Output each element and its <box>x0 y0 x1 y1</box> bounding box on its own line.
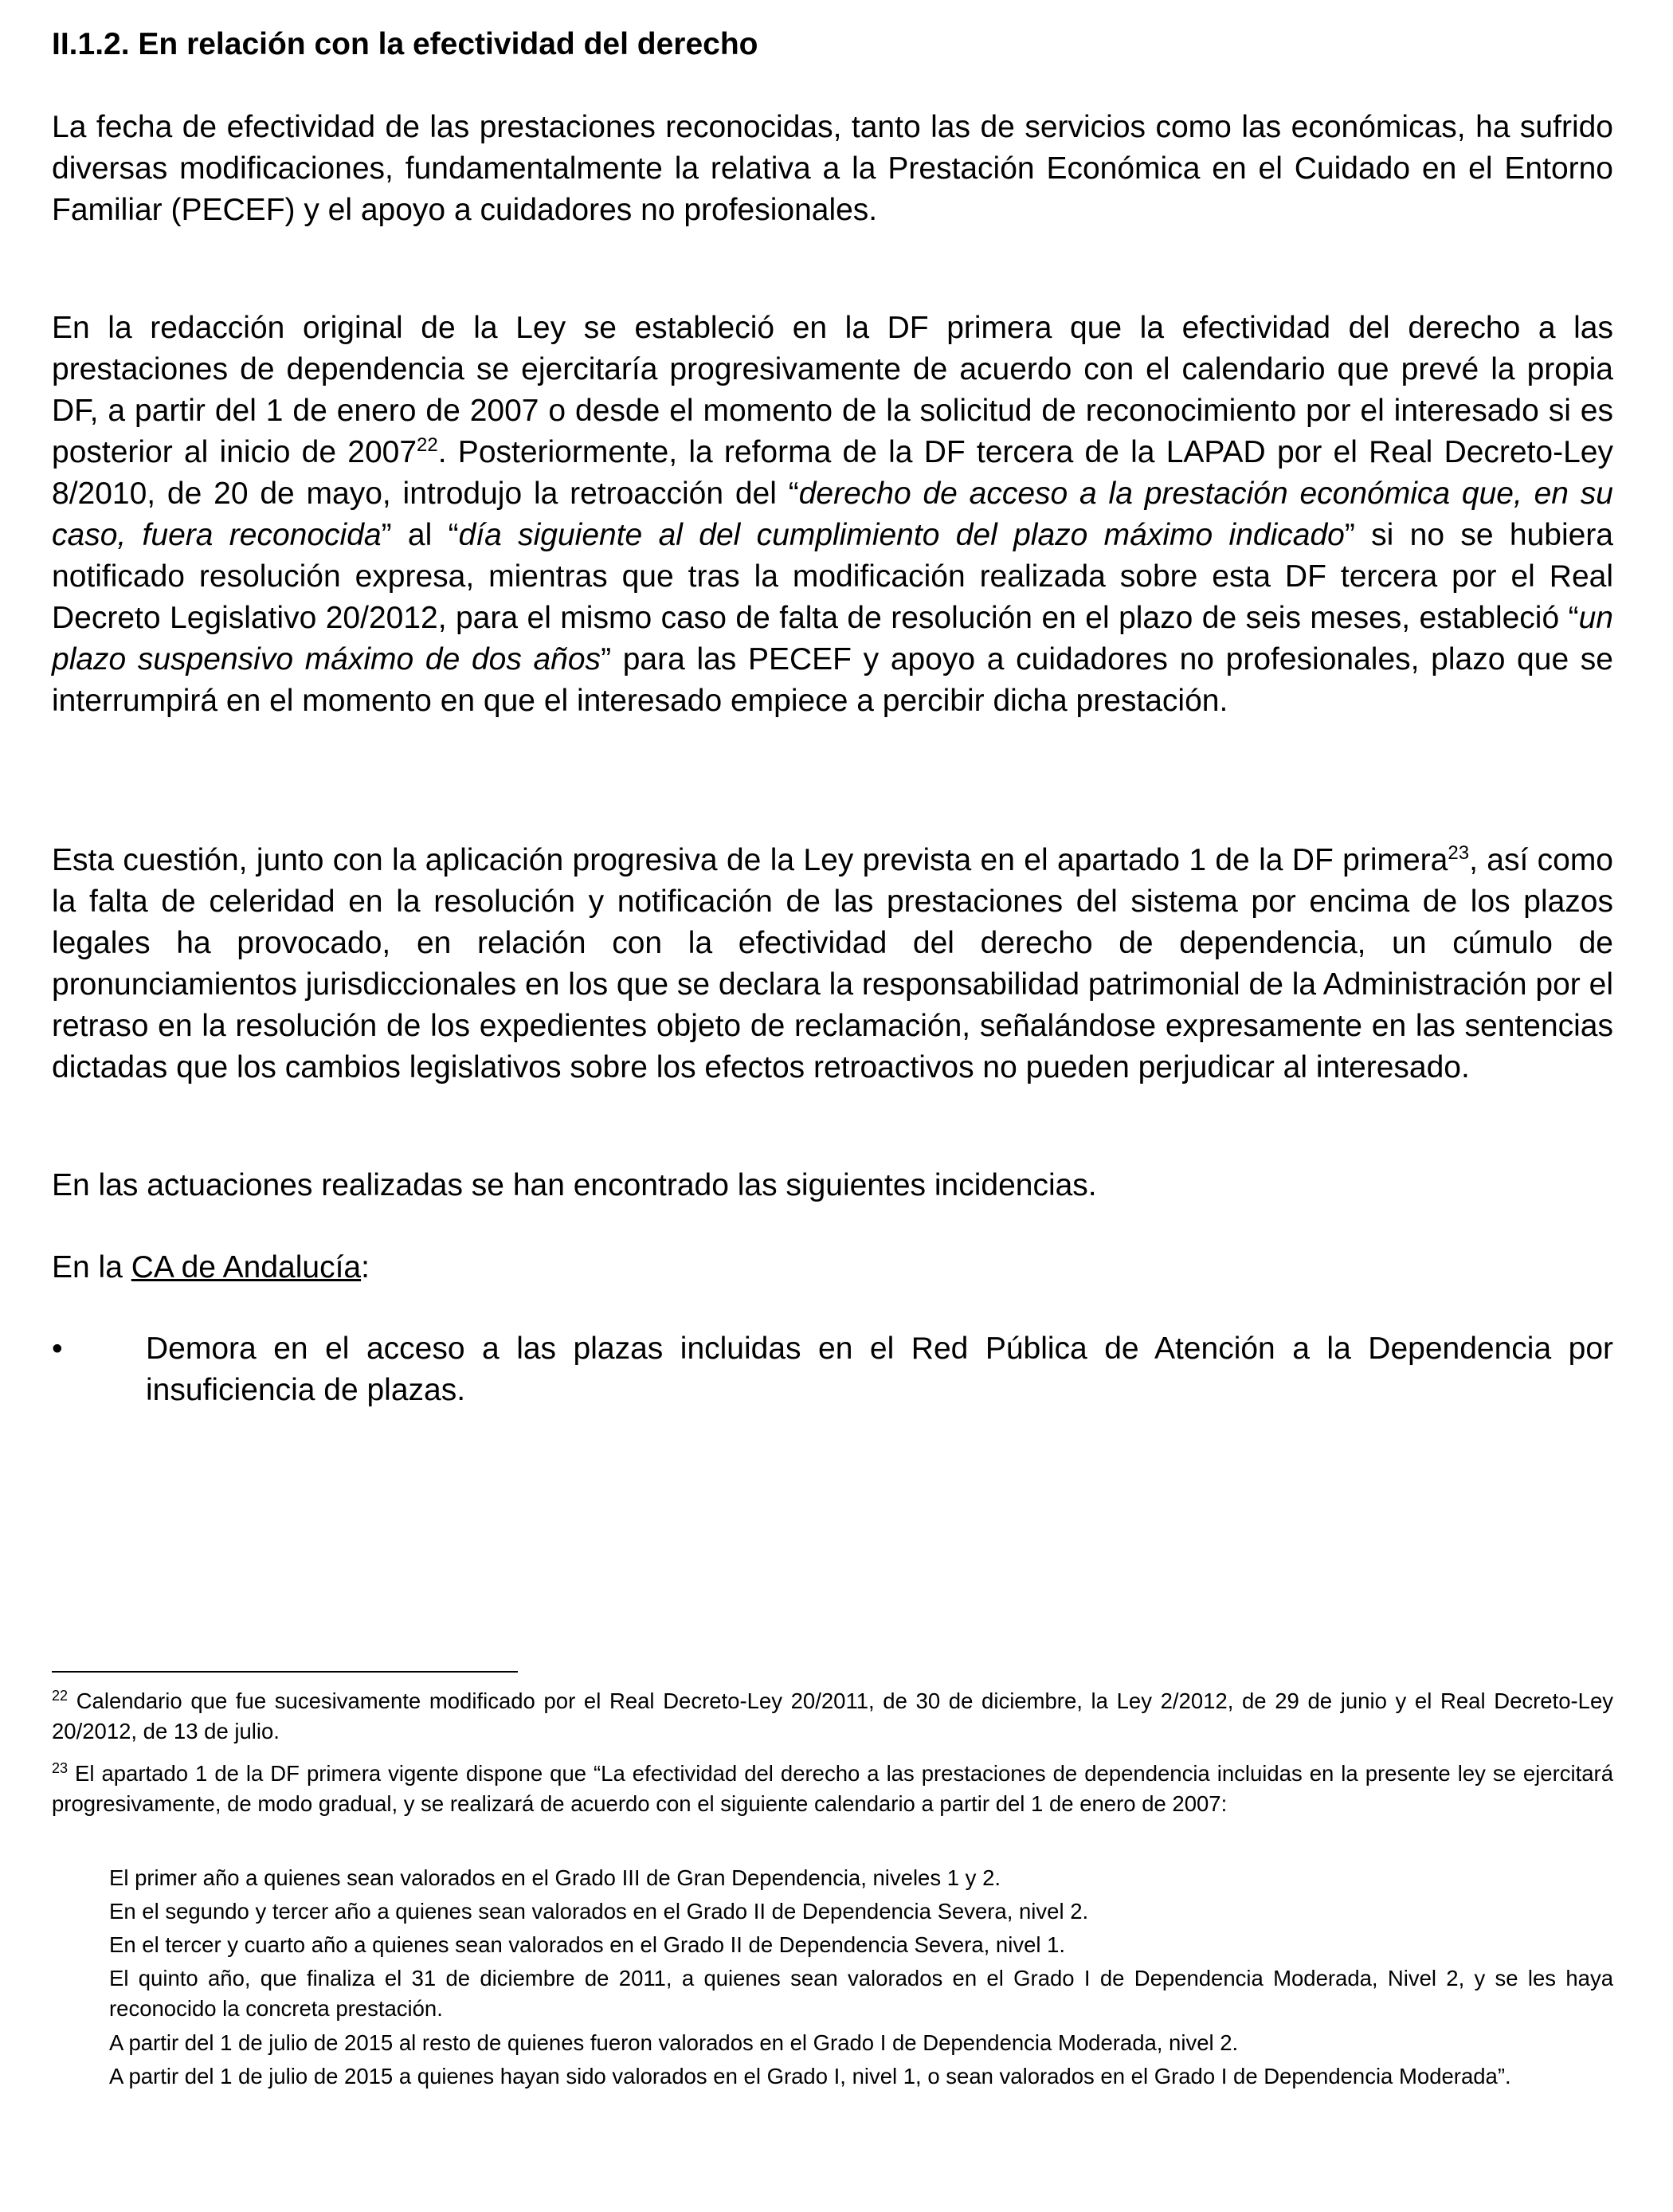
paragraph-1: La fecha de efectividad de las prestaciones reconocidas, tanto las de servicios como las económicas, ha sufrido diversas modificaciones, fundamentalmente la relativa a la Prestación Económica en el Cuidado en el Entorno Familiar (PECEF) y el apoyo a cuidadores no profesionales. <box>52 110 1613 227</box>
paragraph-3: Esta cuestión, junto con la aplicación progresiva de la Ley prevista en el apartado 1 de la DF primera$^{23}$, así como la falta de celeridad en la resolución y notificación de las prestaciones del sistema por encima de los plazos legales ha provocado, en relación con la efectividad del derecho de dependencia, un cúmulo de pronunciamientos jurisdiccionales en los que se declara la responsabilidad patrimonial de la Administración por el retraso en la resolución de los expedientes objeto de reclamación, señalándose expresamente en las sentencias dictadas que los cambios legislativos sobre los efectos retroactivos no pueden perjudicar al interesado. <box>52 842 1614 1084</box>
paragraph-5: En la CA de Andalucía: <box>52 1250 370 1284</box>
footnote-23: $^{23}$ El apartado 1 de la DF primera vigente dispone que “La efectividad del derecho a las prestaciones de dependencia incluidas en la presente ley se ejercitará progresivamente, de modo gradual, y se realizará de acuerdo con el siguiente calendario a partir del 1 de enero de 2007: <box>52 1759 1613 1816</box>
footnote-23-item-5: A partir del 1 de julio de 2015 al resto de quienes fueron valorados en el Grado I de Dependencia Moderada, nivel 2. <box>109 2030 1239 2055</box>
footnote-ref-23: 23 <box>1448 842 1470 864</box>
footnote-separator <box>52 1671 518 1673</box>
footnote-23-item-3: En el tercer y cuarto año a quienes sean valorados en el Grado II de Dependencia Severa, nivel 1. <box>109 1932 1066 1957</box>
footnote-23-item-2: En el segundo y tercer año a quienes sean valorados en el Grado II de Dependencia Severa, nivel 2. <box>109 1899 1089 1924</box>
footnote-ref-22: 22 <box>417 434 438 456</box>
section-heading: II.1.2. En relación con la efectividad del derecho <box>52 27 758 61</box>
footnote-22: $^{22}$ Calendario que fue sucesivamente modificado por el Real Decreto-Ley 20/2011, de 30 de diciembre, la Ley 2/2012, de 29 de junio y el Real Decreto-Ley 20/2012, de 13 de julio. <box>52 1687 1613 1743</box>
paragraph-4: En las actuaciones realizadas se han encontrado las siguientes incidencias. <box>52 1168 1097 1202</box>
paragraph-2: En la redacción original de la Ley se estableció en la DF primera que la efectividad del derecho a las prestaciones de dependencia se ejercitaría progresivamente de acuerdo con el calendario que prevé la propia DF, a partir del 1 de enero de 2007 o desde el momento de la solicitud de reconocimiento por el interesado si es posterior al inicio de 2007$^{22}$. Posteriormente, la reforma de la DF tercera de la LAPAD por el Real Decreto-Ley 8/2010, de 20 de mayo, introdujo la retroacción del “derecho de acceso a la prestación económica que, en su caso, fuera reconocida” al “día siguiente al del cumplimiento del plazo máximo indicado” si no se hubiera notificado resolución expresa, mientras que tras la modificación realizada sobre esta DF tercera por el Real Decreto Legislativo 20/2012, para el mismo caso de falta de resolución en el plazo de seis meses, estableció “un plazo suspensivo máximo de dos años” para las PECEF y apoyo a cuidadores no profesionales, plazo que se interrumpirá en el momento en que el interesado empiece a percibir dicha prestación. <box>52 311 1613 718</box>
bullet-marker: • <box>52 1332 63 1366</box>
region-link-andalucia: CA de Andalucía <box>131 1250 362 1284</box>
footnote-23-item-1: El primer año a quienes sean valorados en el Grado III de Gran Dependencia, niveles 1 y 2. <box>109 1865 1001 1890</box>
footnote-23-item-6: A partir del 1 de julio de 2015 a quienes hayan sido valorados en el Grado I, nivel 1, o sean valorados en el Grado I de Dependencia Moderada”. <box>109 2064 1511 2088</box>
bullet-item: Demora en el acceso a las plazas incluidas en el Red Pública de Atención a la Dependencia por insuficiencia de plazas. <box>146 1332 1613 1407</box>
footnote-23-item-4: El quinto año, que finaliza el 31 de diciembre de 2011, a quienes sean valorados en el Grado I de Dependencia Moderada, Nivel 2, y se les haya reconocido la concreta prestación. <box>109 1966 1613 2021</box>
